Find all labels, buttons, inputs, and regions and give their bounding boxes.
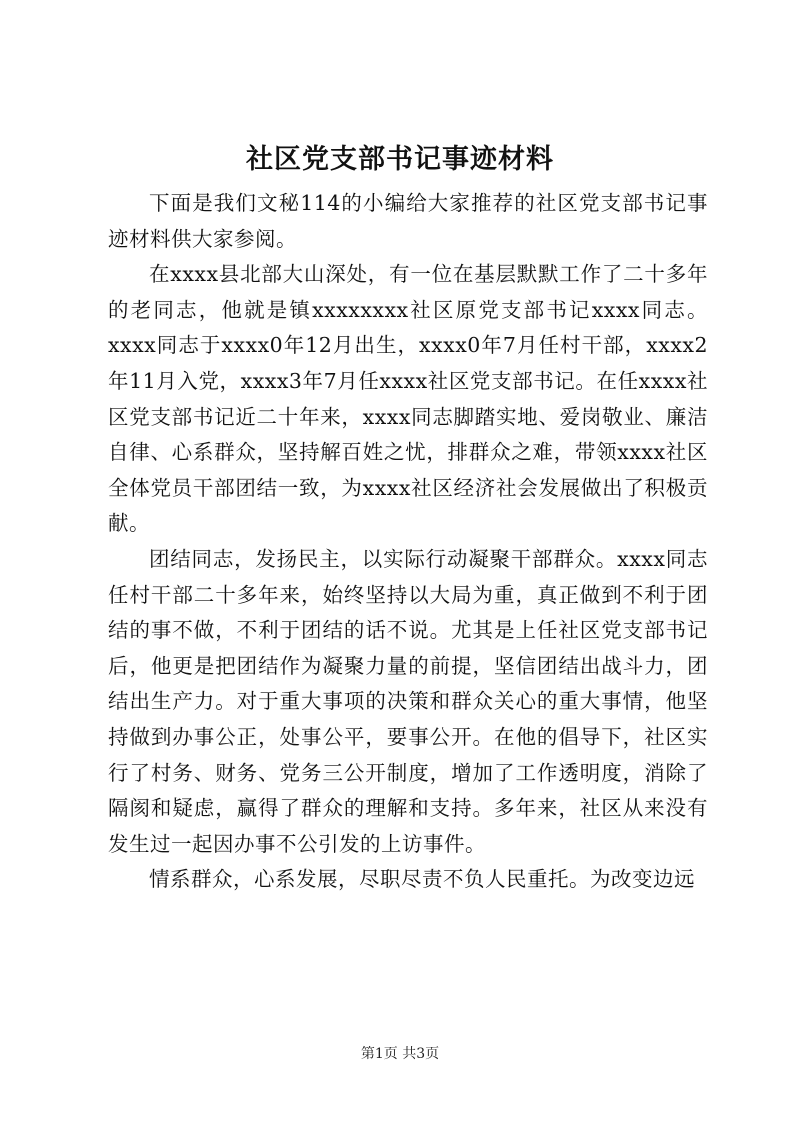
paragraph-unity: 团结同志，发扬民主，以实际行动凝聚干部群众。xxxx同志任村干部二十多年来，始终坚持以大局为重，真正做到不利于团结的事不做，不利于团结的话不说。尤其是上任社区党支部书记后，他更是把团结作为凝聚力量的前提，坚信团结出战斗力，团结出生产力。对于重大事项的决策和群众关心的重大事情，他坚持做到办事公正，处事公平，要事公开。在他的倡导下，社区实行了村务、财务、党务三公开制度，增加了工作透明度，消除了隔阂和疑虑，赢得了群众的理解和支持。多年来，社区从来没有发生过一起因办事不公引发的上访事件。 xyxy=(108,546,708,856)
document-body xyxy=(108,186,708,898)
paragraph-background: 在xxxx县北部大山深处，有一位在基层默默工作了二十多年的老同志，他就是镇xxxxxxxx社区原党支部书记xxxx同志。xxxx同志于xxxx0年12月出生，xxxx0年7月任村干部，xxxx2年11月入党，xxxx3年7月任xxxx社区党支部书记。在任xxxx社区党支部书记近二十年来，xxxx同志脚踏实地、爱岗敬业、廉洁自律、心系群众，坚持解百姓之忧，排群众之难，带领xxxx社区全体党员干部团结一致，为xxxx社区经济社会发展做出了积极贡献。 xyxy=(108,262,708,536)
page-footer: 第1页 共3页 xyxy=(360,1046,440,1062)
paragraph-development: 情系群众，心系发展，尽职尽责不负人民重托。为改变边远 xyxy=(149,867,695,892)
paragraph-intro: 下面是我们文秘114的小编给大家推荐的社区党支部书记事迹材料供大家参阅。 xyxy=(108,191,708,251)
document-title: 社区党支部书记事迹材料 xyxy=(246,144,554,175)
